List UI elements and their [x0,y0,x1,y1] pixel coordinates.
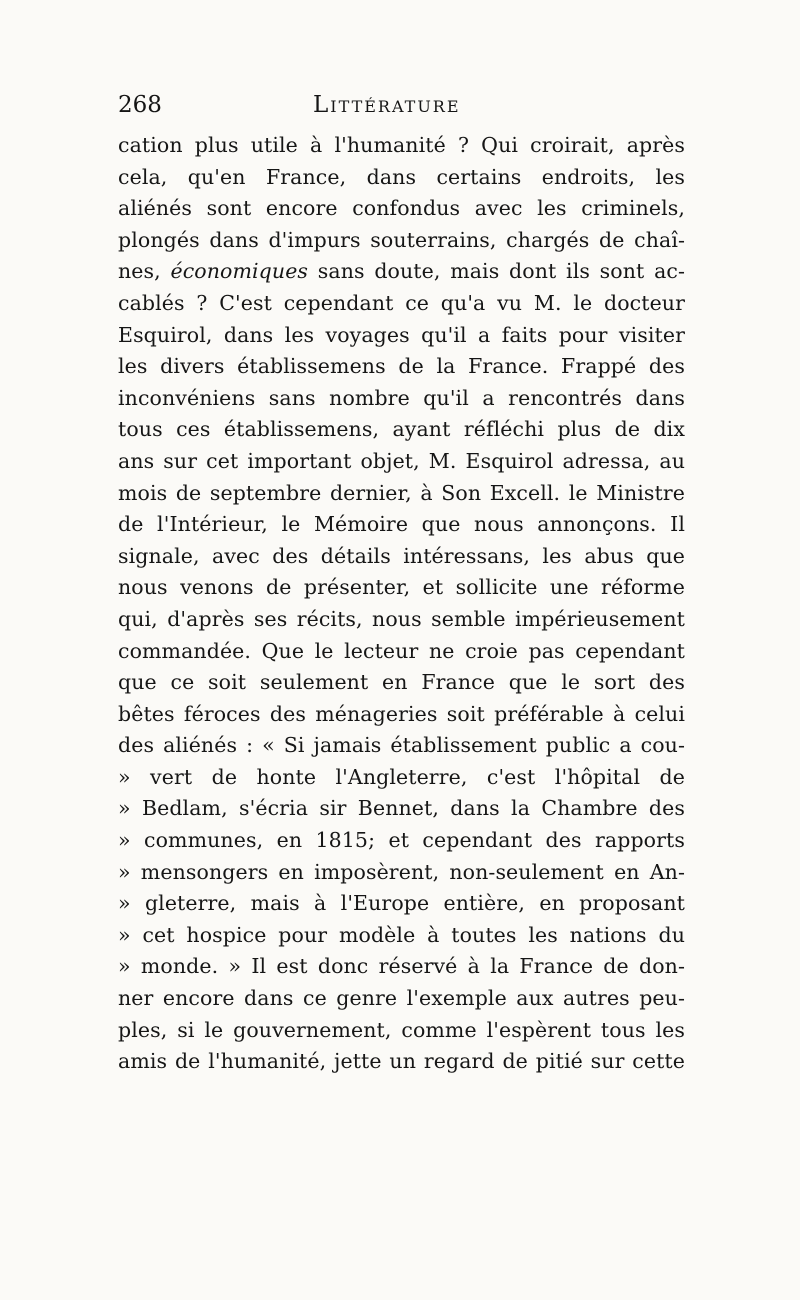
text-line: les divers établissemens de la France. Frappé des [118,354,685,379]
text-line-lead: nes, [118,259,171,284]
text-line: » vert de honte l'Angleterre, c'est l'hôpital de [118,764,685,789]
text-line: » gleterre, mais à l'Europe entière, en proposant [118,891,685,916]
text-line: tous ces établissemens, ayant réfléchi plus de dix [118,417,685,442]
text-line: signale, avec des détails intéressans, les abus que [118,543,685,568]
text-line: cela, qu'en France, dans certains endroits, les [118,164,685,189]
text-line: des aliénés : « Si jamais établissement public a cou- [118,733,685,758]
text-line: cablés ? C'est cependant ce qu'a vu M. le docteur [118,290,685,315]
text-line: » communes, en 1815; et cependant des rapports [118,828,685,853]
text-line: de l'Intérieur, le Mémoire que nous annonçons. Il [118,512,685,537]
text-line: cation plus utile à l'humanité ? Qui croirait, après [118,133,685,157]
text-line: ples, si le gouvernement, comme l'espèrent tous les [118,1017,685,1042]
body-text [118,130,685,1078]
text-line: Esquirol, dans les voyages qu'il a faits pour visiter [118,322,685,347]
running-head [118,88,685,122]
text-line: qui, d'après ses récits, nous semble impérieusement [118,606,685,631]
text-line: que ce soit seulement en France que le sort des [118,670,685,695]
italic-word: économiques [170,259,309,284]
text-line: » cet hospice pour modèle à toutes les nations du [118,922,685,947]
text-line: » mensongers en imposèrent, non-seulement en An- [118,859,685,884]
text-line: » Bedlam, s'écria sir Bennet, dans la Chambre des [118,796,685,821]
text-line: inconvéniens sans nombre qu'il a rencontrés dans [118,385,685,410]
text-line: bêtes féroces des ménageries soit préférable à celui [118,701,685,726]
text-line: plongés dans d'impurs souterrains, chargés de chaî- [118,227,685,252]
text-line: ans sur cet important objet, M. Esquirol adressa, au [118,448,685,473]
text-line: commandée. Que le lecteur ne croie pas cependant [118,638,685,663]
text-line-tail: sans doute, mais dont ils sont ac- [308,259,686,284]
text-line: ner encore dans ce genre l'exemple aux autres peu- [118,986,685,1011]
text-line: mois de septembre dernier, à Son Excell. le Ministre [118,480,685,505]
text-line: » monde. » Il est donc réservé à la France de don- [118,954,685,979]
page-number: 268 [118,92,162,118]
text-line: nous venons de présenter, et sollicite une réforme [118,575,685,600]
text-line: amis de l'humanité, jette un regard de pitié sur cette [118,1049,685,1074]
text-line: aliénés sont encore confondus avec les criminels, [118,196,685,221]
section-title: Littérature [313,92,461,118]
text-line [118,256,685,288]
